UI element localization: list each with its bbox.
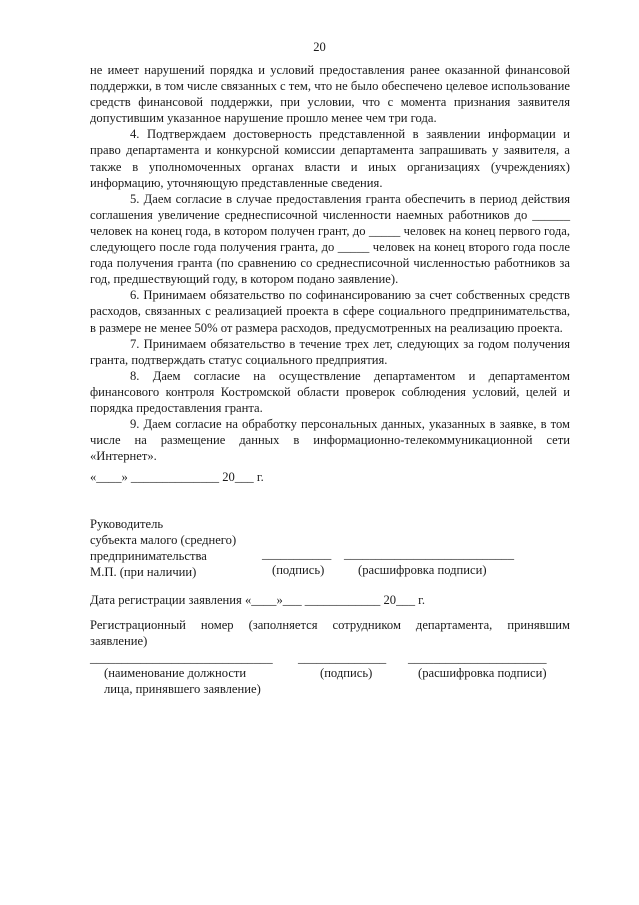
paragraph-8: 8. Даем согласие на осуществление департаментом и департаментом финансового контроля Костромской области проверок соблюдения условий, целей и порядка предоставления гранта. xyxy=(90,368,570,415)
bottom-name-blank: ______________________ xyxy=(408,651,547,665)
signature-blank: ___________ xyxy=(262,547,332,561)
name-decode-caption: (расшифровка подписи) xyxy=(358,563,487,577)
registration-number: Регистрационный номер (заполняется сотрудником департамента, принявшим заявление) xyxy=(90,618,570,648)
paragraph-6: 6. Принимаем обязательство по софинансированию за счет собственных средств расходов, связанных с реализацией проекта в сфере социального предпринимательства, в размере не менее 50% от размера расходов, предусмотренных на реализацию проекта. xyxy=(90,288,570,335)
position-caption-line-2: лица, принявшего заявление) xyxy=(104,682,261,696)
bottom-signature-caption: (подпись) xyxy=(320,666,373,680)
signature-caption: (подпись) xyxy=(272,563,325,577)
stamp-note: М.П. (при наличии) xyxy=(90,565,197,579)
bottom-signature-blank: ______________ xyxy=(298,651,387,665)
name-decode-blank: ___________________________ xyxy=(344,547,515,561)
paragraph-9: 9. Даем согласие на обработку персональных данных, указанных в заявке, в том числе на размещение данных в информационно-телекоммуникационной сети «Интернет». xyxy=(90,417,570,464)
document-body xyxy=(90,62,570,464)
signature-title-line-2: субъекта малого (среднего) xyxy=(90,533,237,547)
paragraph-5: 5. Даем согласие в случае предоставления гранта обеспечить в период действия соглашения увеличение среднесписочной численности наемных работников до ______ человек на конец года, в котором получен грант, до _____ человек на конец первого года, следующего после года получения гранта, до _____ человек на конец второго года после года получения гранта (по сравнению со среднесписочной численностью работников за год, предшествующий году, в котором подано заявление). xyxy=(90,191,570,287)
date-line: «____» ______________ 20___ г. xyxy=(90,470,264,484)
position-blank: _____________________________ xyxy=(90,651,273,665)
paragraph-7: 7. Принимаем обязательство в течение трех лет, следующих за годом получения гранта, подтверждать статус социального предприятия. xyxy=(90,336,570,367)
position-caption-line-1: (наименование должности xyxy=(104,666,247,680)
page-number: 20 xyxy=(313,40,326,54)
signature-title-line-1: Руководитель xyxy=(90,517,164,531)
registration-date: Дата регистрации заявления «____»___ ____________ 20___ г. xyxy=(90,593,426,607)
paragraph-4: 4. Подтверждаем достоверность представленной в заявлении информации и право департамента и конкурсной комиссии департамента запрашивать у заявителя, а также в уполномоченных органах власти и иных организациях (учреждениях) информацию, уточняющую представленные сведения. xyxy=(90,127,570,190)
bottom-name-caption: (расшифровка подписи) xyxy=(418,666,547,680)
signature-title-line-3: предпринимательства xyxy=(90,549,207,563)
paragraph-3-continuation: не имеет нарушений порядка и условий предоставления ранее оказанной финансовой поддержки, в том числе связанных с тем, что не было обеспечено целевое использование средств финансовой поддержки, при условии, что с момента признания заявителя допустившим указанное нарушение прошло менее чем три года. xyxy=(90,63,570,126)
